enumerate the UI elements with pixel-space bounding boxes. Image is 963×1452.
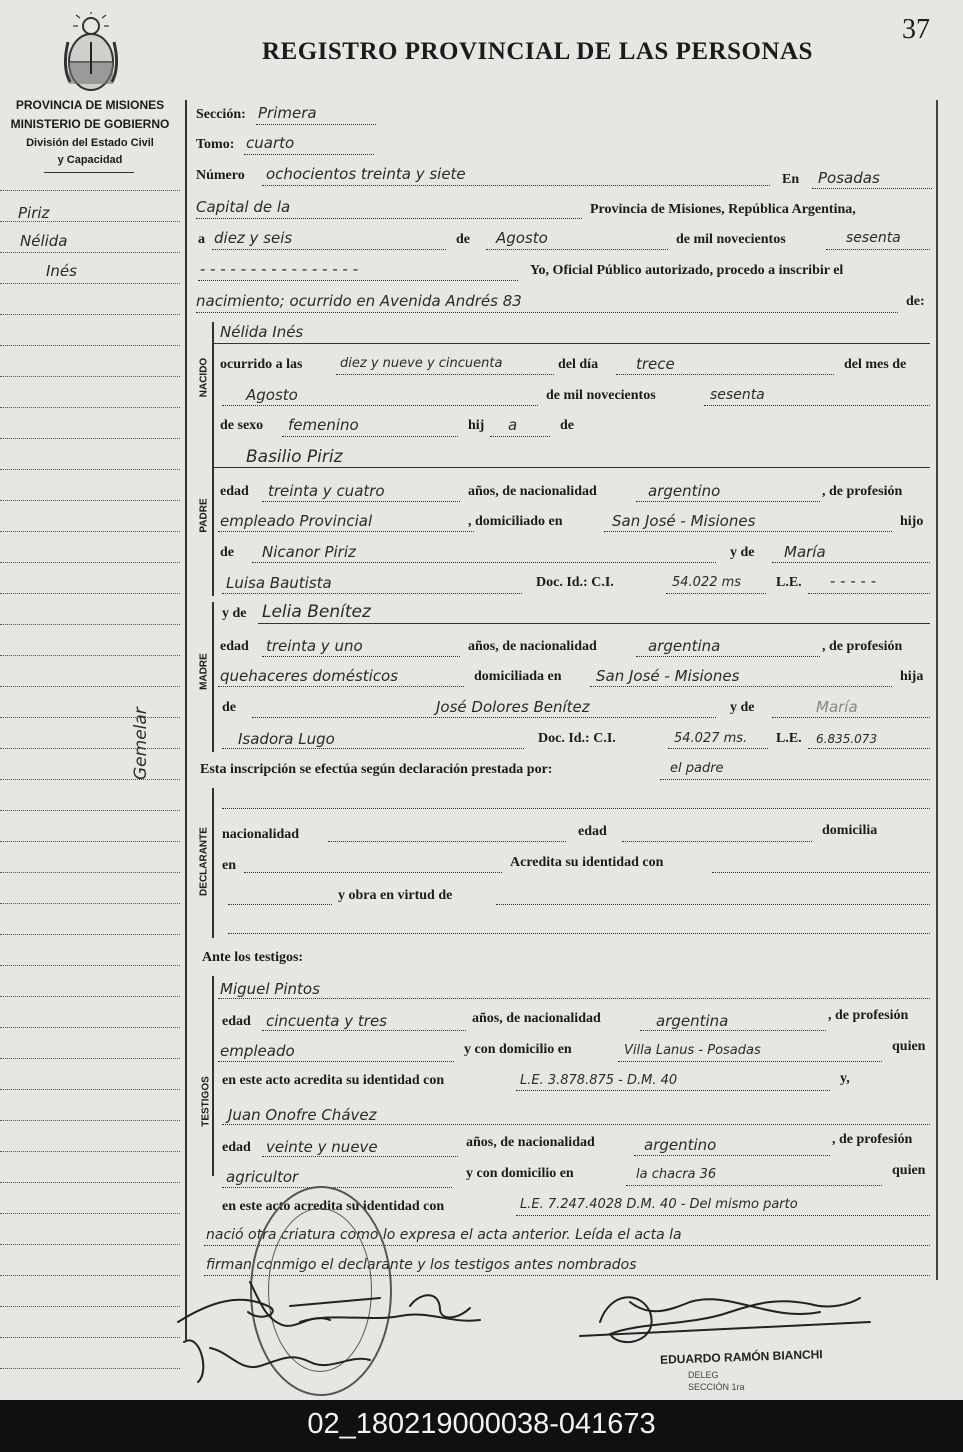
sidebar-rule-line — [0, 190, 180, 191]
testigo2-nac-label: años, de nacionalidad — [466, 1135, 595, 1150]
sidebar-rule-line — [0, 872, 180, 873]
testigo2-dom-label: y con domicilio en — [466, 1166, 574, 1181]
hecho-value: nacimiento; ocurrido en Avenida Andrés 83 — [196, 292, 522, 310]
testigo1-nac-label: años, de nacionalidad — [472, 1011, 601, 1026]
oficial-text: Yo, Oficial Público autorizado, procedo a inscribir el — [530, 263, 844, 278]
padre-le-label: L.E. — [776, 575, 802, 590]
del-mes-label: del mes de — [844, 357, 907, 372]
sidebar-rule-line — [0, 1058, 180, 1059]
sidebar-rule-line — [0, 438, 180, 439]
sidebar-rule-line — [0, 779, 180, 780]
margin-first-name: Nélida — [20, 232, 68, 250]
tomo-value: cuarto — [246, 134, 295, 152]
madre-edad-label: edad — [220, 639, 249, 654]
padre-y-de-label: y de — [730, 545, 755, 560]
testigo1-nombre: Miguel Pintos — [220, 980, 320, 998]
testigo1-prof: empleado — [220, 1042, 295, 1060]
sidebar-rule-line — [0, 1306, 180, 1307]
testigo1-acr-label: en este acto acredita su identidad con — [222, 1073, 445, 1088]
a-label: a — [198, 232, 205, 247]
org-capacidad: y Capacidad — [57, 154, 123, 166]
section-nacido: NACIDO — [198, 357, 210, 398]
declarante-en-label: en — [222, 858, 236, 873]
madre-madre-de-b: Isadora Lugo — [238, 730, 335, 748]
padre-domicilio: San José - Misiones — [612, 512, 756, 530]
madre-padre-de: José Dolores Benítez — [436, 698, 590, 716]
padre-profesion: empleado Provincial — [220, 512, 373, 530]
closing-line-2: firman conmigo el declarante y los testigos antes nombrados — [206, 1257, 637, 1273]
org-division: División del Estado Civil — [26, 137, 154, 149]
declarante-dom-label: domicilia — [822, 823, 878, 838]
hij-label: hij — [468, 418, 485, 433]
sidebar-rule-line — [0, 562, 180, 563]
nacido-mes: Agosto — [246, 386, 298, 404]
stamp-name: EDUARDO RAMÓN BIANCHI — [659, 1347, 823, 1367]
footer-code: 02_180219000038-041673 — [0, 1400, 963, 1452]
sexo-label: de sexo — [220, 418, 264, 433]
del-dia-label: del día — [558, 357, 599, 372]
sidebar-rule-line — [0, 1089, 180, 1090]
de-colon: de: — [906, 294, 925, 309]
en-label: En — [782, 172, 800, 187]
sidebar-rule-line — [0, 810, 180, 811]
sidebar-rule-line — [0, 841, 180, 842]
nacido-mil-label: de mil novecientos — [546, 388, 656, 403]
section-padre: PADRE — [198, 498, 210, 533]
padre-hijo-label: hijo — [900, 514, 924, 529]
coat-of-arms-icon — [58, 12, 124, 98]
testigo2-nac: argentino — [644, 1136, 717, 1154]
testigo1-prof-label: , de profesión — [828, 1008, 909, 1023]
testigo2-dom: la chacra 36 — [636, 1167, 717, 1182]
testigo1-edad: cincuenta y tres — [266, 1012, 387, 1030]
sidebar-rule-line — [0, 531, 180, 532]
testigo1-quien-label: quien — [892, 1039, 926, 1054]
nacido-hij: a — [508, 416, 518, 434]
testigo1-acr: L.E. 3.878.875 - D.M. 40 — [520, 1073, 678, 1088]
declarante-obra-label: y obra en virtud de — [338, 888, 453, 903]
testigo2-acr: L.E. 7.247.4028 D.M. 40 - Del mismo parto — [520, 1197, 798, 1212]
madre-madre-de-a: María — [816, 698, 858, 716]
sidebar-rule-line — [0, 407, 180, 408]
madre-le: 6.835.073 — [816, 732, 878, 746]
numero-value: ochocientos treinta y siete — [266, 165, 466, 183]
madre-nombre: Lelia Benítez — [262, 602, 371, 622]
capital-value: Capital de la — [196, 198, 291, 216]
stamp-sub2: SECCIÓN 1ra — [688, 1382, 745, 1392]
declaracion-value: el padre — [670, 761, 724, 776]
padre-madre-de-b: Luisa Bautista — [226, 574, 332, 592]
testigo1-y: y, — [840, 1071, 850, 1086]
margin-note: Gemelar — [131, 707, 151, 780]
declarante-acredita-label: Acredita su identidad con — [510, 855, 664, 870]
padre-prof-label: , de profesión — [822, 484, 903, 499]
sidebar-rule-line — [0, 593, 180, 594]
sidebar-rule-line — [0, 655, 180, 656]
org-ministry: MINISTERIO DE GOBIERNO — [10, 117, 170, 131]
mil-label: de mil novecientos — [676, 232, 786, 247]
sidebar-rule-line — [0, 252, 180, 253]
madre-edad: treinta y uno — [266, 637, 363, 655]
padre-madre-de-a: María — [784, 543, 826, 561]
sidebar-rule-line — [0, 345, 180, 346]
section-madre: MADRE — [198, 653, 210, 690]
madre-le-label: L.E. — [776, 731, 802, 746]
signatures-icon — [170, 1262, 890, 1392]
testigo2-prof: agricultor — [226, 1168, 299, 1186]
sidebar-rule-line — [0, 314, 180, 315]
page-number: 37 — [902, 14, 930, 45]
sidebar-rule-line — [0, 903, 180, 904]
numero-label: Número — [196, 168, 245, 183]
testigo1-dom-label: y con domicilio en — [464, 1042, 572, 1057]
section-testigos: TESTIGOS — [200, 1076, 212, 1127]
declaracion-label: Esta inscripción se efectúa según declaración prestada por: — [200, 762, 553, 777]
de-label: de — [456, 232, 470, 247]
dia-value: diez y seis — [214, 229, 293, 247]
sidebar-rule-line — [0, 1368, 180, 1369]
en-value: Posadas — [818, 169, 880, 187]
sidebar-rule-line — [0, 686, 180, 687]
stamp-sub1: DELEG — [688, 1370, 719, 1380]
margin-second-name: Inés — [46, 262, 77, 280]
padre-edad: treinta y cuatro — [268, 482, 385, 500]
sidebar-rule-line — [0, 1213, 180, 1214]
sidebar-rule-line — [0, 1151, 180, 1152]
sidebar-rule-line — [0, 1120, 180, 1121]
nacido-hora: diez y nueve y cincuenta — [340, 356, 503, 371]
left-frame-line — [185, 100, 187, 1340]
sidebar-rule-line — [0, 283, 180, 284]
tomo-label: Tomo: — [196, 137, 235, 152]
sidebar-rule-line — [0, 500, 180, 501]
sidebar-rule-line — [0, 624, 180, 625]
nacido-nombre: Nélida Inés — [220, 323, 304, 341]
right-frame-line — [936, 100, 938, 1280]
madre-profesion: quehaceres domésticos — [220, 667, 399, 685]
sidebar-rule-line — [0, 1337, 180, 1338]
sidebar-rule-line — [0, 934, 180, 935]
anio-value: sesenta — [846, 230, 901, 246]
padre-doc-label: Doc. Id.: C.I. — [536, 575, 614, 590]
testigo1-nac: argentina — [656, 1012, 729, 1030]
nacido-de-label: de — [560, 418, 574, 433]
sidebar-rule-line — [0, 469, 180, 470]
ocurrido-label: ocurrido a las — [220, 357, 303, 372]
dashes: - - - - - - - - - - - - - - - - — [200, 260, 359, 278]
madre-hija-label: hija — [900, 669, 924, 684]
sidebar-rule-line — [0, 748, 180, 749]
nacido-sexo: femenino — [288, 416, 359, 434]
sidebar-rule-line — [0, 996, 180, 997]
madre-de-label: de — [222, 700, 236, 715]
sidebar-rule-line — [0, 376, 180, 377]
testigo2-nombre: Juan Onofre Chávez — [228, 1106, 377, 1124]
provincia-text: Provincia de Misiones, República Argentina, — [590, 202, 856, 217]
madre-dom-label: domiciliada en — [474, 669, 562, 684]
declarante-edad-label: edad — [578, 824, 607, 839]
madre-doc: 54.027 ms. — [674, 731, 748, 746]
madre-y-de-label: y de — [222, 606, 247, 621]
nacido-anio: sesenta — [710, 387, 765, 403]
testigo2-acr-label: en este acto acredita su identidad con — [222, 1199, 445, 1214]
testigo2-prof-label: , de profesión — [832, 1132, 913, 1147]
madre-doc-label: Doc. Id.: C.I. — [538, 731, 616, 746]
sidebar-rule-line — [0, 1244, 180, 1245]
sidebar-rule-line — [0, 717, 180, 718]
nacido-dia: trece — [636, 355, 675, 373]
org-province: PROVINCIA DE MISIONES — [15, 98, 165, 112]
padre-nacionalidad: argentino — [648, 482, 721, 500]
padre-de-label: de — [220, 545, 234, 560]
madre-nac-label: años, de nacionalidad — [468, 639, 597, 654]
page-title: REGISTRO PROVINCIAL DE LAS PERSONAS — [262, 38, 813, 65]
sidebar-rule-line — [0, 1182, 180, 1183]
madre-prof-label: , de profesión — [822, 639, 903, 654]
sidebar-rule-line — [0, 965, 180, 966]
padre-dom-label: , domiciliado en — [468, 514, 563, 529]
sidebar-rule-line — [0, 1027, 180, 1028]
madre-domicilio: San José - Misiones — [596, 667, 740, 685]
testigo1-edad-label: edad — [222, 1014, 251, 1029]
padre-edad-label: edad — [220, 484, 249, 499]
declarante-nac-label: nacionalidad — [222, 827, 300, 842]
testigo2-edad-label: edad — [222, 1140, 251, 1155]
madre-y-de2-label: y de — [730, 700, 755, 715]
padre-le: - - - - - — [830, 572, 877, 590]
closing-line-1: nació otra criatura como lo expresa el acta anterior. Leída el acta la — [206, 1227, 682, 1243]
seccion-value: Primera — [258, 104, 317, 122]
mes-value: Agosto — [496, 229, 548, 247]
padre-doc: 54.022 ms — [672, 575, 742, 590]
padre-nac-label: años, de nacionalidad — [468, 484, 597, 499]
padre-nombre: Basilio Piriz — [246, 447, 343, 467]
padre-padre-de: Nicanor Piriz — [262, 543, 356, 561]
margin-surname: Piriz — [18, 204, 50, 222]
seccion-label: Sección: — [196, 107, 246, 122]
sidebar-rule-line — [0, 1275, 180, 1276]
ante-testigos-label: Ante los testigos: — [202, 950, 304, 965]
testigo2-quien-label: quien — [892, 1163, 926, 1178]
sidebar-rule-line — [0, 221, 180, 222]
testigo1-dom: Villa Lanus - Posadas — [624, 1043, 761, 1058]
testigo2-edad: veinte y nueve — [266, 1138, 378, 1156]
section-declarante: DECLARANTE — [198, 827, 210, 896]
madre-nacionalidad: argentina — [648, 637, 721, 655]
